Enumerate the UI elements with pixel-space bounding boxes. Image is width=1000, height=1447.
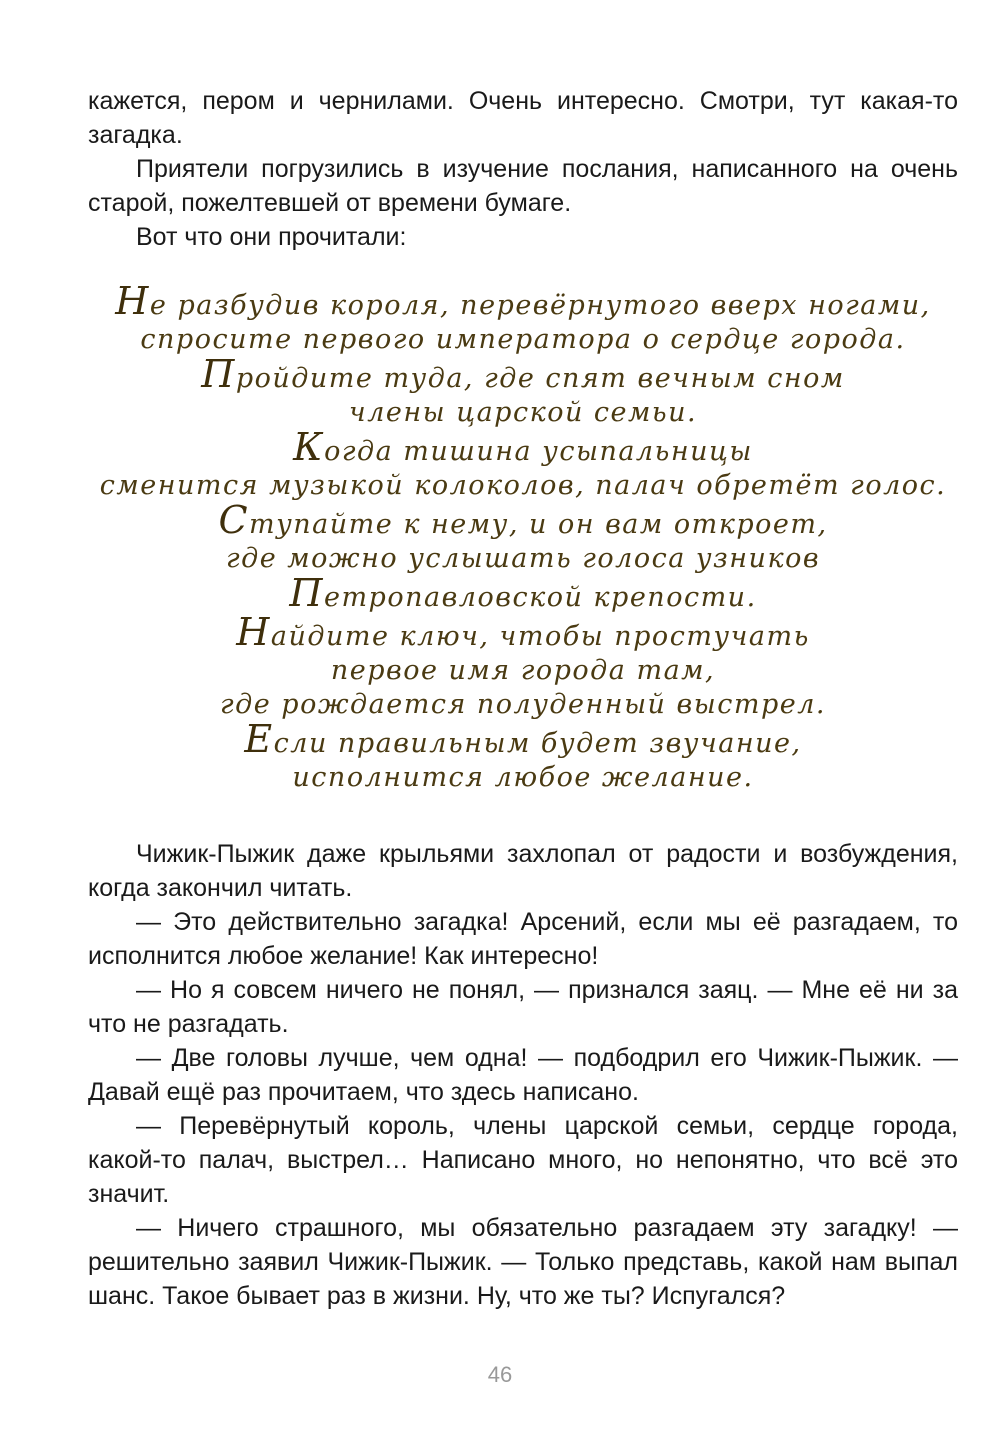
intro-paragraph-1: кажется, пером и чернилами. Очень интересно. Смотри, тут какая-то загадка.: [88, 87, 958, 149]
poem-line: первое имя города там,: [330, 655, 716, 686]
poem-line: Пройдите туда, где спят вечным сном: [201, 352, 845, 396]
poem-line: спросите первого императора о сердце города.: [140, 324, 906, 355]
poem-line: Петропавловской крепости.: [289, 571, 757, 615]
poem-line: Не разбудив короля, перевёрнутого вверх ногами,: [115, 279, 931, 323]
story-paragraph-1: Чижик-Пыжик даже крыльями захлопал от радости и возбуждения, когда закончил читать.: [88, 840, 958, 902]
poem-line: исполнится любое желание.: [292, 762, 754, 793]
intro-paragraph-2: Приятели погрузились в изучение послания, написанного на очень старой, пожелтевшей от времени бумаге.: [88, 155, 958, 217]
story-paragraph-5: — Перевёрнутый король, члены царской семьи, сердце города, какой-то палач, выстрел… Написано много, но непонятно, что всё это значит.: [88, 1112, 958, 1208]
poem-line: Ступайте к нему, и он вам откроет,: [218, 498, 828, 542]
poem-line: Если правильным будет звучание,: [244, 717, 802, 761]
poem-line: где рождается полуденный выстрел.: [219, 689, 826, 720]
story-paragraph-3: — Но я совсем ничего не понял, — признался заяц. — Мне её ни за что не разгадать.: [88, 976, 958, 1038]
page-number: 46: [487, 1362, 513, 1387]
riddle-poem: [88, 279, 958, 795]
story-paragraph-2: — Это действительно загадка! Арсений, если мы её разгадаем, то исполнится любое желание! Как интересно!: [88, 908, 958, 970]
intro-paragraph-3: Вот что они прочитали:: [136, 223, 407, 251]
poem-line: Когда тишина усыпальницы: [293, 425, 753, 469]
story-paragraph-6: — Ничего страшного, мы обязательно разгадаем эту загадку! — решительно заявил Чижик-Пыжик. — Только представь, какой нам выпал шанс. Такое бывает раз в жизни. Ну, что же ты? Испугался?: [88, 1214, 958, 1310]
poem-line: Найдите ключ, чтобы простучать: [236, 610, 810, 654]
poem-line: где можно услышать голоса узников: [225, 543, 821, 574]
page-body: [88, 84, 958, 1313]
poem-line: члены царской семьи.: [348, 397, 698, 428]
story-paragraph-4: — Две головы лучше, чем одна! — подбодрил его Чижик-Пыжик. — Давай ещё раз прочитаем, что здесь написано.: [88, 1044, 958, 1106]
poem-line: сменится музыкой колоколов, палач обретёт голос.: [99, 470, 947, 501]
story-section: [88, 837, 958, 1313]
